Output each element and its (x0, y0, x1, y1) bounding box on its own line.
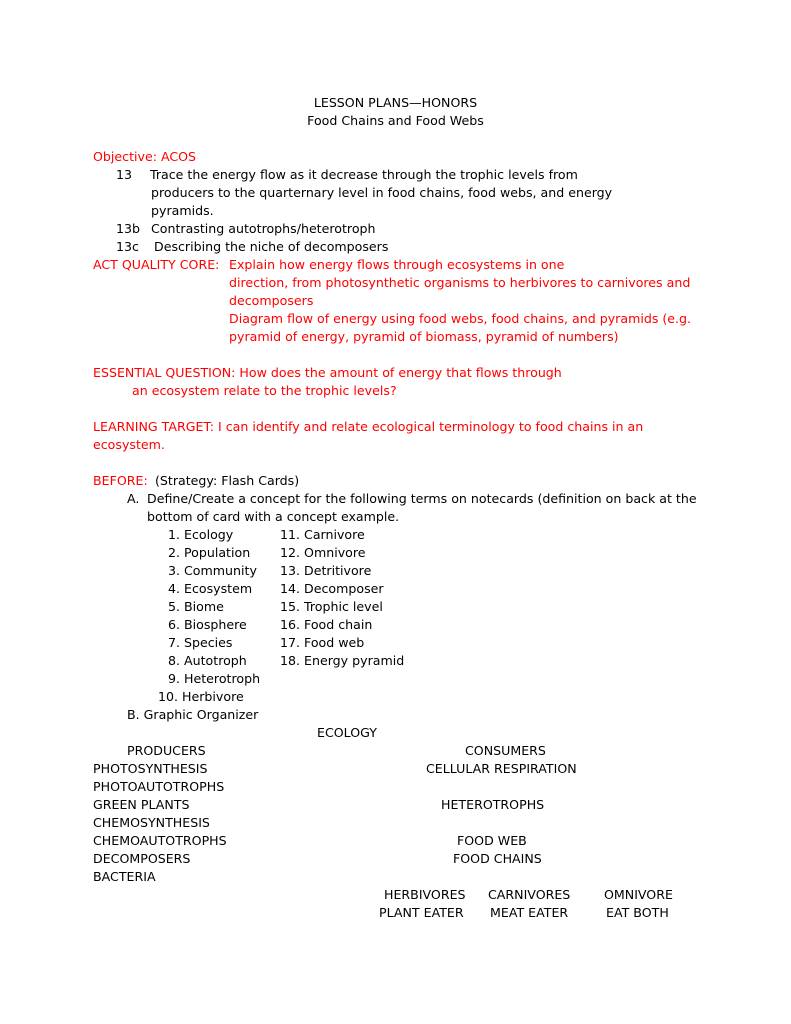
act-line-5: pyramid of energy, pyramid of biomass, pyramid of numbers) (229, 329, 619, 344)
term-1: 1. Ecology (168, 527, 234, 542)
term-18: 18. Energy pyramid (280, 653, 405, 668)
term-10: 10. Herbivore (158, 689, 244, 704)
objective-item-13-line-2: producers to the quarternary level in food chains, food webs, and energy (151, 185, 613, 200)
term-12: 12. Omnivore (280, 545, 366, 560)
organizer-plant-eater: PLANT EATER (379, 905, 464, 920)
term-15: 15. Trophic level (280, 599, 383, 614)
act-line-4: Diagram flow of energy using food webs, food chains, and pyramids (e.g. (229, 311, 692, 326)
term-16: 16. Food chain (280, 617, 373, 632)
organizer-left-item: CHEMOSYNTHESIS (93, 815, 210, 830)
item-a-marker: A. (127, 491, 140, 506)
organizer-carnivores: CARNIVORES (488, 887, 571, 902)
organizer-meat-eater: MEAT EATER (490, 905, 569, 920)
objective-label: Objective: ACOS (93, 149, 197, 164)
term-6: 6. Biosphere (168, 617, 247, 632)
learning-target-line-1: LEARNING TARGET: I can identify and relate ecological terminology to food chains in an (93, 419, 644, 434)
organizer-left-item: CHEMOAUTOTROPHS (93, 833, 227, 848)
objective-item-13b-number: 13b (116, 221, 141, 236)
organizer-left-item: PHOTOAUTOTROPHS (93, 779, 225, 794)
essential-question-line-1: ESSENTIAL QUESTION: How does the amount of energy that flows through (93, 365, 562, 380)
term-3: 3. Community (168, 563, 257, 578)
page-title: LESSON PLANS—HONORS (313, 95, 478, 110)
term-17: 17. Food web (280, 635, 365, 650)
term-7: 7. Species (168, 635, 233, 650)
organizer-center-ecology: ECOLOGY (317, 725, 377, 740)
organizer-left-item: GREEN PLANTS (93, 797, 190, 812)
item-a-line-1: Define/Create a concept for the following terms on notecards (definition on back at the (147, 491, 697, 506)
organizer-omnivore: OMNIVORE (604, 887, 673, 902)
organizer-herbivores: HERBIVORES (384, 887, 466, 902)
act-line-2: direction, from photosynthetic organisms to herbivores to carnivores and (229, 275, 691, 290)
organizer-food-chains: FOOD CHAINS (453, 851, 542, 866)
organizer-left-item: DECOMPOSERS (93, 851, 191, 866)
item-a-line-2: bottom of card with a concept example. (147, 509, 400, 524)
essential-question-line-2: an ecosystem relate to the trophic levels? (132, 383, 397, 398)
objective-item-13c-number: 13c (116, 239, 139, 254)
term-2: 2. Population (168, 545, 251, 560)
before-label: BEFORE: (93, 473, 148, 488)
organizer-producers-heading: PRODUCERS (127, 743, 206, 758)
learning-target-line-2: ecosystem. (93, 437, 165, 452)
act-line-1: Explain how energy flows through ecosystems in one (229, 257, 565, 272)
term-4: 4. Ecosystem (168, 581, 253, 596)
term-13: 13. Detritivore (280, 563, 372, 578)
objective-item-13-line-1: Trace the energy flow as it decrease through the trophic levels from (150, 167, 578, 182)
term-5: 5. Biome (168, 599, 224, 614)
item-b: B. Graphic Organizer (127, 707, 259, 722)
term-14: 14. Decomposer (280, 581, 384, 596)
act-quality-core-label: ACT QUALITY CORE: (93, 257, 220, 272)
term-8: 8. Autotroph (168, 653, 247, 668)
act-line-3: decomposers (229, 293, 314, 308)
organizer-eat-both: EAT BOTH (606, 905, 669, 920)
organizer-food-web: FOOD WEB (457, 833, 527, 848)
term-11: 11. Carnivore (280, 527, 365, 542)
organizer-consumers-heading: CONSUMERS (465, 743, 546, 758)
organizer-cellular-respiration: CELLULAR RESPIRATION (426, 761, 577, 776)
term-9: 9. Heterotroph (168, 671, 261, 686)
objective-item-13-number: 13 (116, 167, 133, 182)
objective-item-13b-text: Contrasting autotrophs/heterotroph (151, 221, 376, 236)
organizer-left-item: BACTERIA (93, 869, 156, 884)
organizer-left-item: PHOTOSYNTHESIS (93, 761, 208, 776)
objective-item-13-line-3: pyramids. (151, 203, 214, 218)
page-subtitle: Food Chains and Food Webs (307, 113, 484, 128)
before-strategy: (Strategy: Flash Cards) (155, 473, 300, 488)
objective-item-13c-text: Describing the niche of decomposers (154, 239, 389, 254)
organizer-heterotrophs: HETEROTROPHS (441, 797, 545, 812)
